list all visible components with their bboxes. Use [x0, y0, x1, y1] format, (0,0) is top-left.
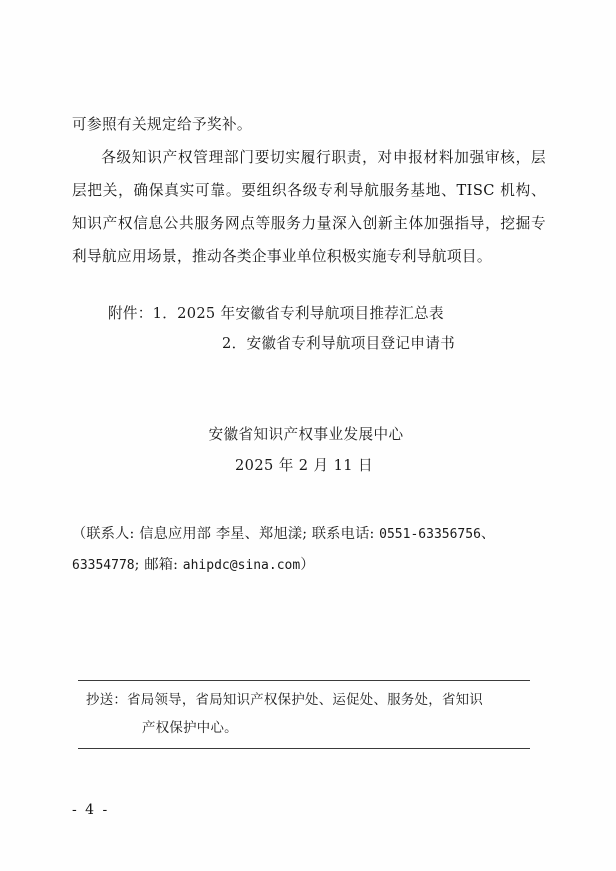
- contact-phone-2: 63354778: [72, 558, 135, 573]
- contact-line-2: [72, 550, 546, 581]
- attachment-item-2: 2．安徽省专利导航项目登记申请书: [222, 335, 455, 352]
- cc-note-line-2: 产权保护中心。: [142, 721, 238, 736]
- document-body: [72, 108, 546, 581]
- attachment-item-1: 附件：1．2025 年安徽省专利导航项目推荐汇总表: [108, 305, 444, 322]
- contact-suffix: ）: [300, 557, 315, 573]
- attachment-list: [72, 299, 546, 359]
- cc-note-text: [78, 681, 530, 748]
- signature-block: [72, 419, 546, 481]
- contact-email: ahipdc@sina.com: [182, 558, 301, 573]
- contact-line-1: [72, 519, 546, 550]
- signature-date: 2025 年 2 月 11 日: [235, 457, 373, 474]
- cc-note-line-1: 抄送：省局领导，省局知识产权保护处、运促处、服务处，省知识: [86, 693, 484, 708]
- signature-organization: 安徽省知识产权事业发展中心: [208, 426, 404, 443]
- page-number: - 4 -: [72, 802, 110, 818]
- paragraph-1: 可参照有关规定给予奖补。: [72, 116, 252, 133]
- cc-note-block: [78, 680, 530, 749]
- contact-email-label: ; 邮箱:: [134, 557, 183, 573]
- contact-prefix: （联系人: 信息应用部 李星、郑旭漾; 联系电话:: [72, 526, 380, 542]
- contact-block: [72, 519, 546, 581]
- paragraph-2: 各级知识产权管理部门要切实履行职责，对申报材料加强审核，层层把关，确保真实可靠。要组织各级专利导航服务基地、TISC 机构、知识产权信息公共服务网点等服务力量深入创新主体加强指导，挖掘专利导航应用场景，推动各类企事业单位积极实施专利导航项目。: [72, 149, 546, 265]
- contact-separator: 、: [480, 526, 496, 542]
- contact-phone-1: 0551-63356756: [379, 527, 481, 542]
- cc-divider-bottom: [78, 748, 530, 749]
